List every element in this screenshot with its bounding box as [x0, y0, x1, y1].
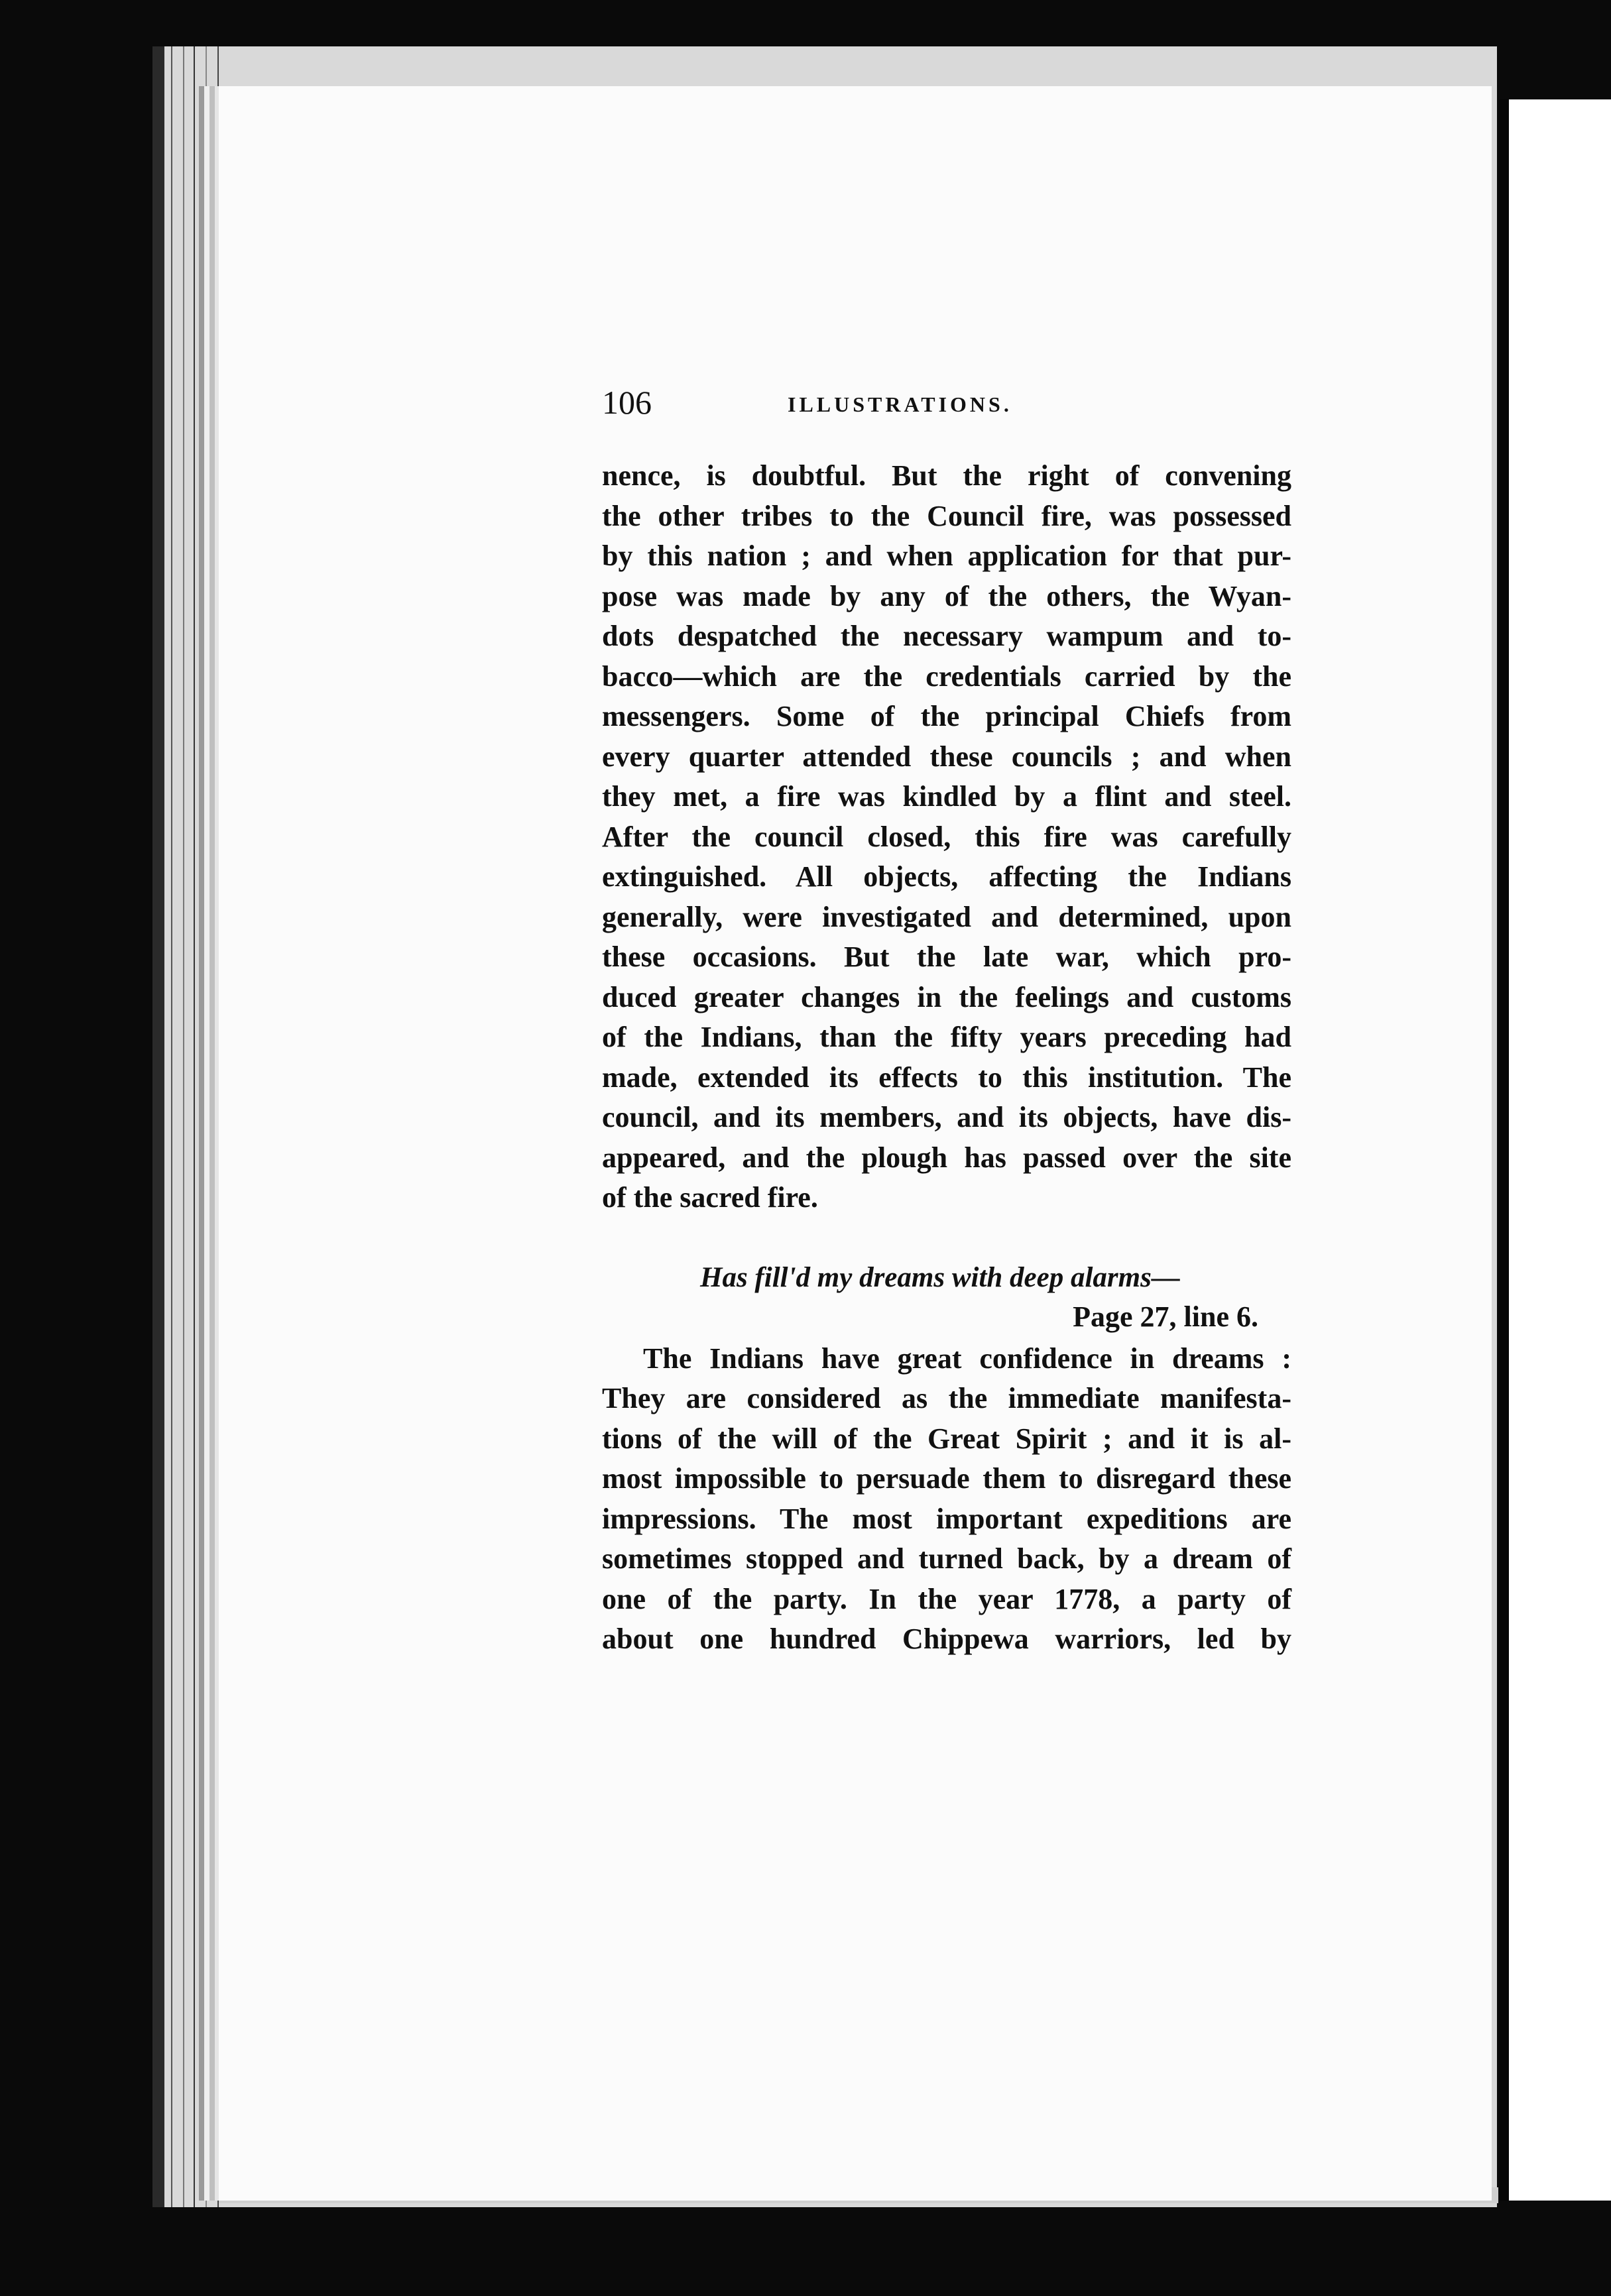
text-line: by this nation ; and when application for that pur- [602, 540, 1291, 572]
facing-page-edge [1500, 99, 1611, 2201]
text-line: pose was made by any of the others, the Wyan- [602, 579, 1291, 612]
text-line: The Indians have great confidence in dreams : [643, 1342, 1291, 1375]
text-line: generally, were investigated and determined, upon [602, 900, 1291, 933]
text-line: duced greater changes in the feelings and customs [602, 980, 1291, 1013]
text-line: most impossible to persuade them to disregard these [602, 1462, 1291, 1495]
text-line: appeared, and the plough has passed over the site [602, 1141, 1291, 1174]
page-citation: Page 27, line 6. [1073, 1300, 1258, 1333]
text-line: one of the party. In the year 1778, a party of [602, 1582, 1291, 1615]
running-head [602, 376, 1291, 430]
text-line: these occasions. But the late war, which pro- [602, 941, 1291, 973]
paragraph-2 [602, 1339, 1291, 1660]
page-number: 106 [602, 384, 652, 421]
text-line: tions of the will of the Great Spirit ; and it is al- [602, 1422, 1291, 1455]
running-title: ILLUSTRATIONS. [788, 392, 1012, 416]
page-text [602, 376, 1291, 1660]
text-line: council, and its members, and its objects, have dis- [602, 1101, 1291, 1133]
text-line: nence, is doubtful. But the right of convening [602, 459, 1291, 492]
text-line: They are considered as the immediate manifesta- [602, 1382, 1291, 1414]
text-line: about one hundred Chippewa warriors, led by [602, 1623, 1291, 1655]
text-line: made, extended its effects to this institution. The [602, 1061, 1291, 1094]
text-line: every quarter attended these councils ; and when [602, 740, 1291, 773]
text-line: sometimes stopped and turned back, by a dream of [602, 1542, 1291, 1575]
verse-quote: Has fill'd my dreams with deep alarms— [700, 1261, 1180, 1293]
text-line: bacco—which are the credentials carried by the [602, 660, 1291, 693]
text-line: of the Indians, than the fifty years preceding had [602, 1021, 1291, 1053]
text-line: the other tribes to the Council fire, was possessed [602, 499, 1291, 532]
text-line: they met, a fire was kindled by a flint and steel. [602, 780, 1291, 813]
text-line: impressions. The most important expeditions are [602, 1502, 1291, 1535]
text-line: After the council closed, this fire was carefully [602, 820, 1291, 853]
paragraph-1 [602, 456, 1291, 1218]
text-line: extinguished. All objects, affecting the Indians [602, 860, 1291, 893]
text-line: messengers. Some of the principal Chiefs from [602, 700, 1291, 732]
text-line: dots despatched the necessary wampum and to- [602, 620, 1291, 652]
text-line: of the sacred fire. [602, 1181, 818, 1214]
